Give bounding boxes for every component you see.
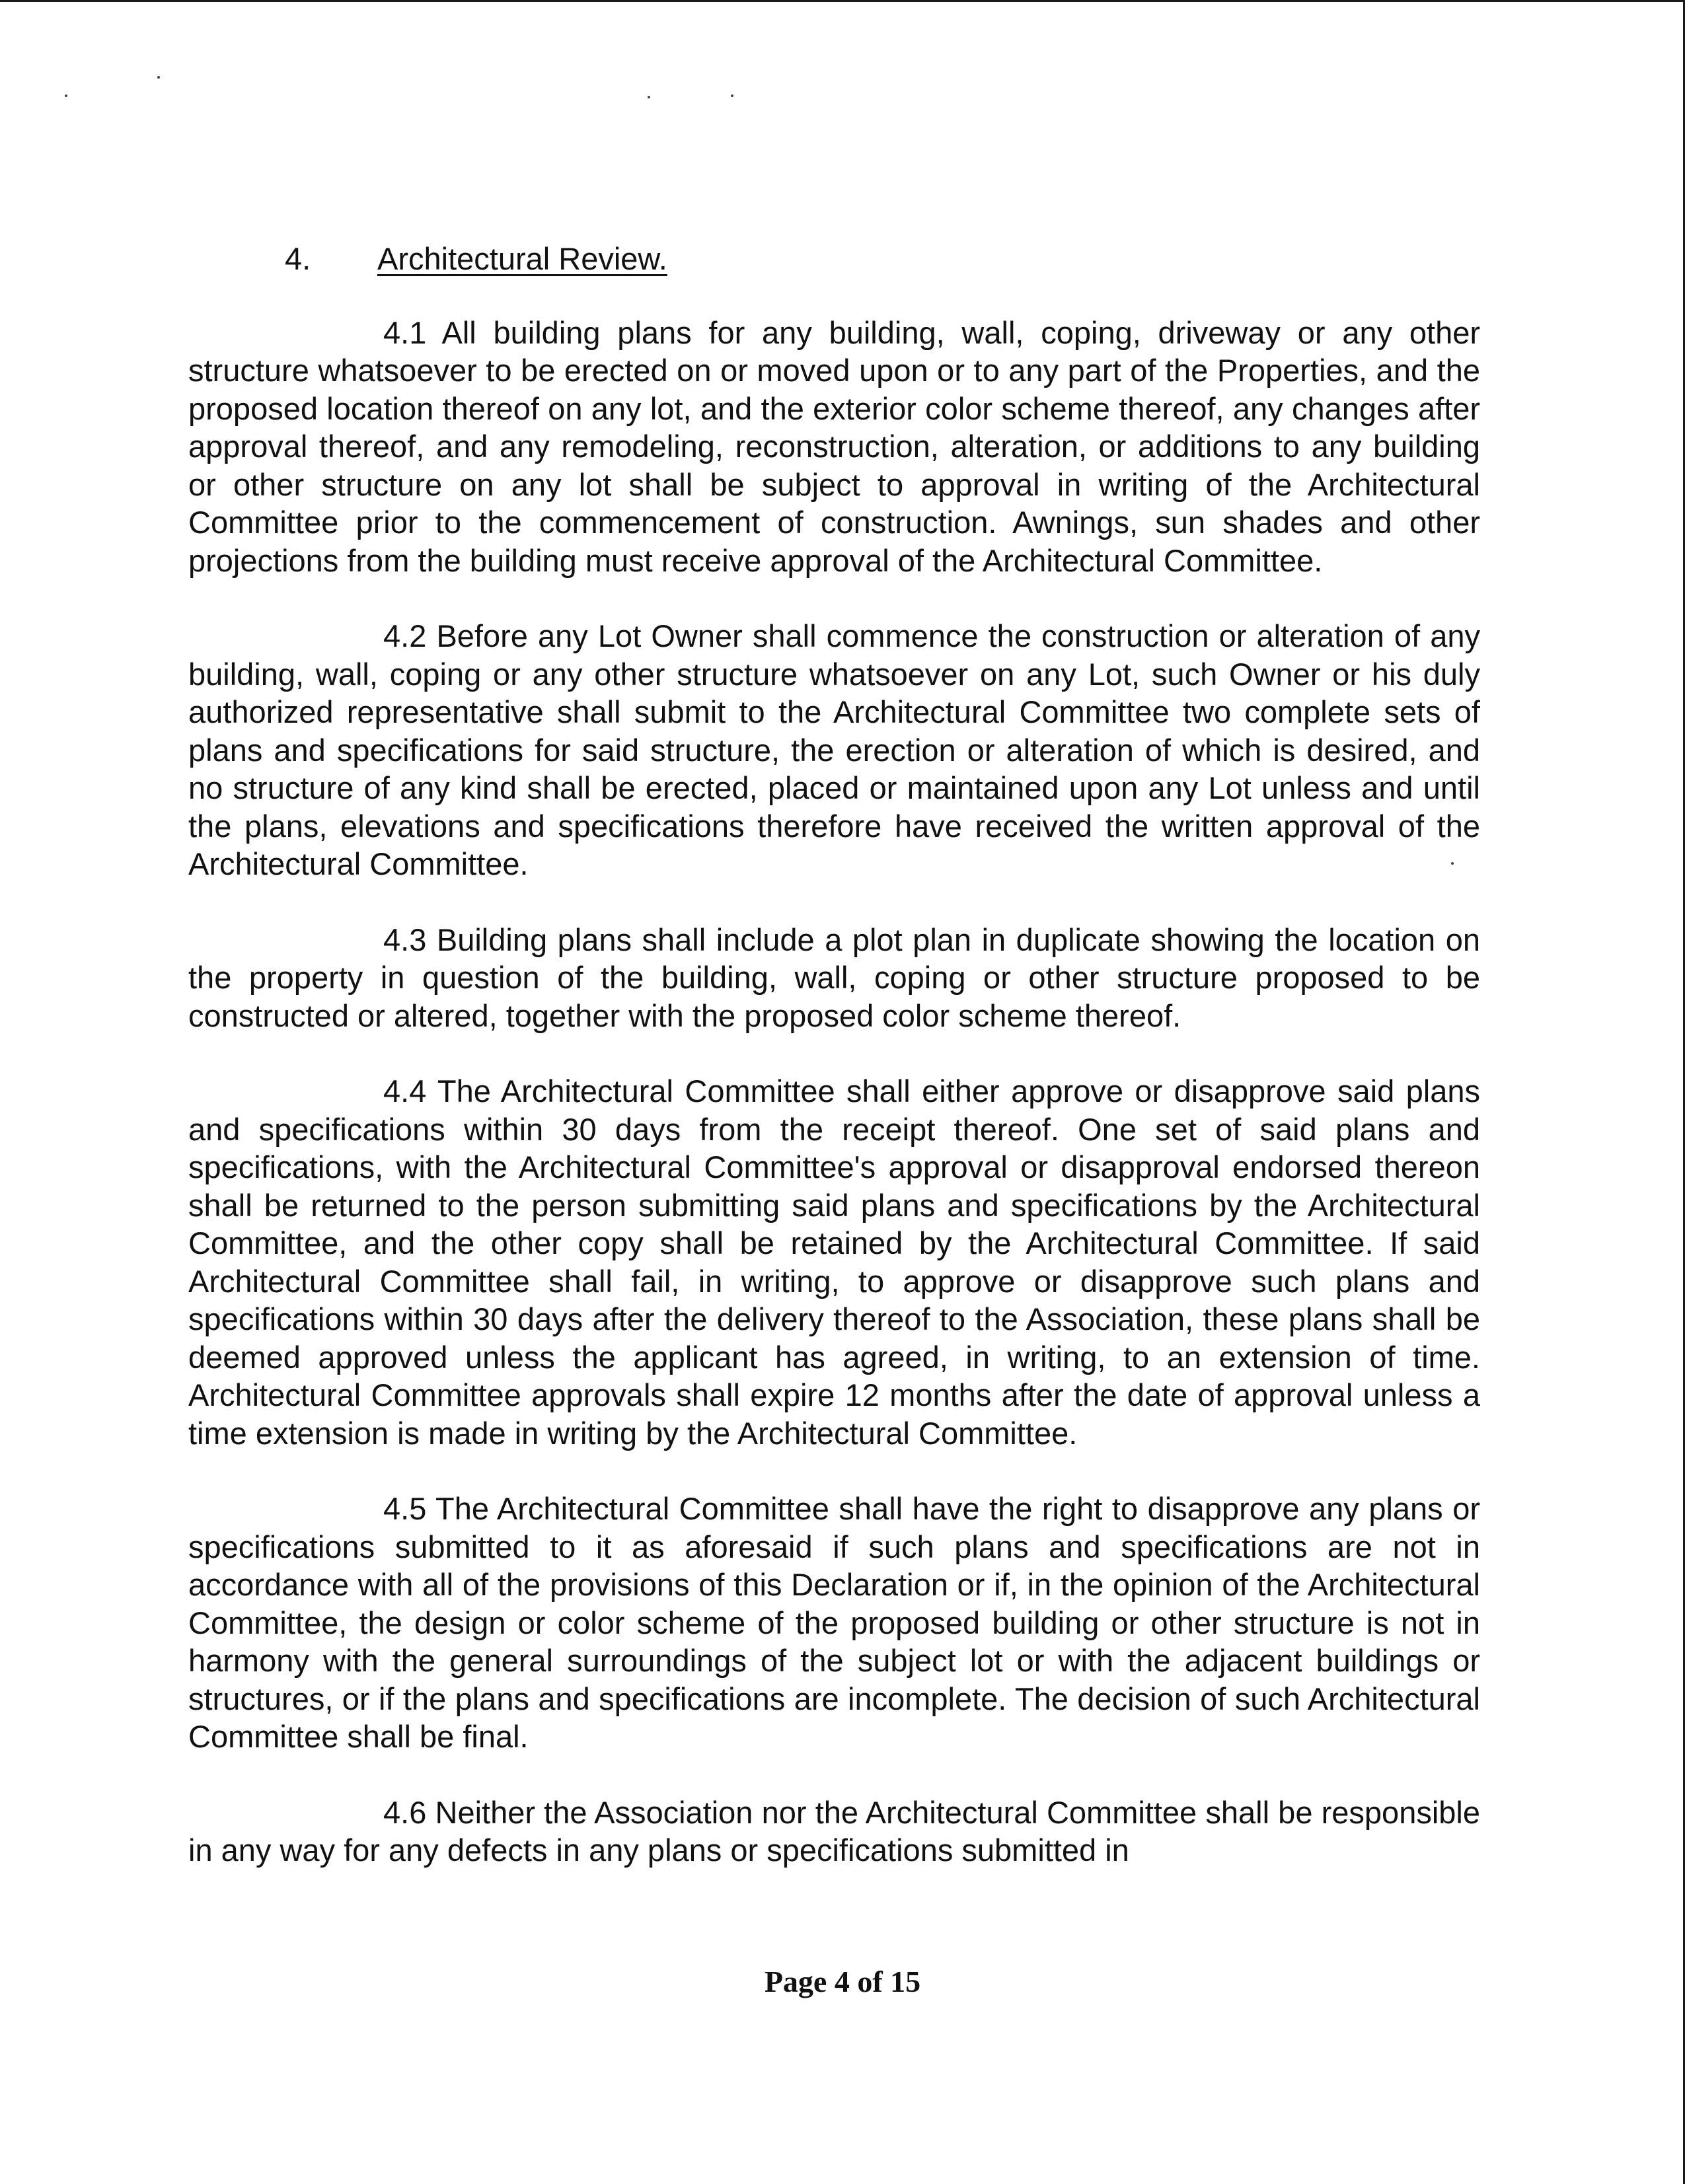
paragraph-text: The Architectural Committee shall either approve or disapprove said plans and specifications within 30 days from the receipt thereof. One set of said plans and specifications, with the Architectural Committee's approval or disapproval endorsed thereon shall be returned to the person submitting said plans and specifications by the Architectural Committee, and the other copy shall be retained by the Architectural Committee. If said Architectural Committee shall fail, in writing, to approve or disapprove such plans and specifications within 30 days after the delivery thereof to the Association, these plans shall be deemed approved unless the applicant has agreed, in writing, to an extension of time. Architectural Committee approvals shall expire 12 months after the date of approval unless a time extension is made in writing by the Architectural Committee. bbox=[188, 1074, 1480, 1451]
paragraph-text: Building plans shall include a plot plan in duplicate showing the location on the property in question of the building, wall, coping or other structure proposed to be constructed or altered, together with the proposed color scheme thereof. bbox=[188, 922, 1480, 1033]
scan-speck bbox=[731, 94, 733, 97]
paragraph-number: 4.6 bbox=[383, 1794, 427, 1830]
paragraph-number: 4.5 bbox=[383, 1491, 427, 1526]
section-title: Architectural Review. bbox=[377, 241, 667, 276]
paragraph-text: All building plans for any building, wall, coping, driveway or any other structure whatsoever to be erected on or moved upon or to any part of the Properties, and the proposed location thereof on any lot, and the exterior color scheme thereof, any changes after approval thereof, and any remodeling, reconstruction, alteration, or additions to any building or other structure on any lot shall be subject to approval in writing of the Architectural Committee prior to the commencement of construction. Awnings, sun shades and other projections from the building must receive approval of the Architectural Committee. bbox=[188, 314, 1480, 578]
paragraph-4-4 bbox=[188, 1072, 1480, 1452]
section-heading bbox=[188, 240, 1480, 278]
paragraph-number: 4.1 bbox=[383, 314, 427, 350]
scan-speck bbox=[157, 76, 160, 79]
paragraph-text: The Architectural Committee shall have the right to disapprove any plans or specifications submitted to it as aforesaid if such plans and specifications are not in accordance with all of the provisions of this Declaration or if, in the opinion of the Architectural Committee, the design or color scheme of the proposed building or other structure is not in harmony with the general surroundings of the subject lot or with the adjacent buildings or structures, or if the plans and specifications are incomplete. The decision of such Architectural Committee shall be final. bbox=[188, 1491, 1480, 1754]
paragraph-number: 4.3 bbox=[383, 922, 427, 957]
paragraph-number: 4.4 bbox=[383, 1074, 427, 1109]
paragraph-4-3 bbox=[188, 921, 1480, 1035]
section-number: 4. bbox=[285, 241, 311, 276]
paragraph-text: Neither the Association nor the Architectural Committee shall be responsible in any way for any defects in any plans or specifications submitted in bbox=[188, 1794, 1480, 1868]
page-number-footer: Page 4 of 15 bbox=[764, 1965, 921, 1998]
paragraph-4-5 bbox=[188, 1490, 1480, 1756]
paragraph-text: Before any Lot Owner shall commence the construction or alteration of any building, wall, coping or any other structure whatsoever on any Lot, such Owner or his duly authorized representative shall submit to the Architectural Committee two complete sets of plans and specifications for said structure, the erection or alteration of which is desired, and no structure of any kind shall be erected, placed or maintained upon any Lot unless and until the plans, elevations and specifications therefore have received the written approval of the Architectural Committee. bbox=[188, 618, 1480, 881]
paragraph-4-2 bbox=[188, 617, 1480, 883]
scan-speck bbox=[648, 96, 650, 98]
paragraph-4-6 bbox=[188, 1794, 1480, 1870]
paragraph-4-1 bbox=[188, 314, 1480, 580]
document-body bbox=[188, 240, 1480, 1907]
scan-speck bbox=[65, 94, 67, 97]
paragraph-number: 4.2 bbox=[383, 618, 427, 653]
